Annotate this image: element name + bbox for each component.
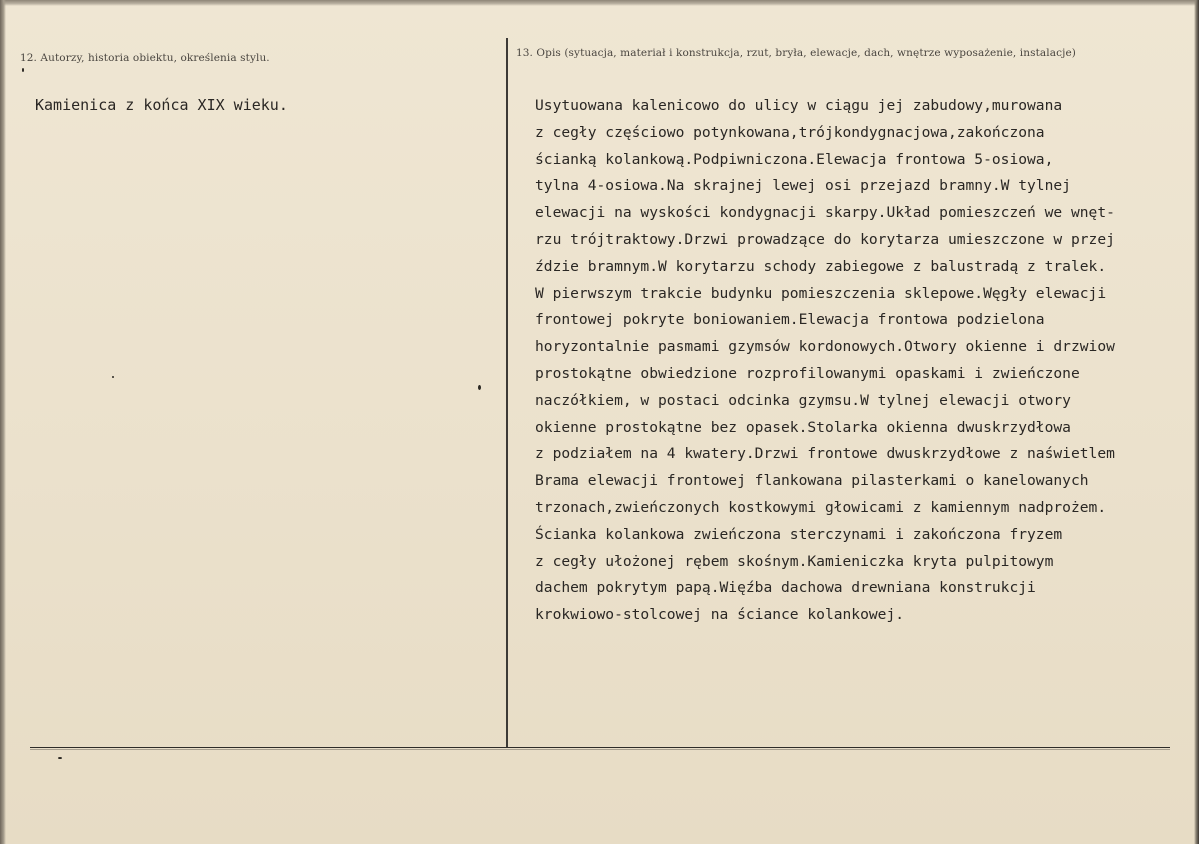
column-divider bbox=[506, 38, 508, 748]
ink-speck bbox=[58, 757, 62, 759]
ink-speck bbox=[478, 385, 481, 390]
scan-edge-left bbox=[0, 0, 6, 844]
description-line: rzu trójtraktowy.Drzwi prowadzące do korytarza umieszczone w przej bbox=[535, 230, 1115, 248]
ink-speck bbox=[22, 68, 24, 72]
description-line: frontowej pokryte boniowaniem.Elewacja frontowa podzielona bbox=[535, 311, 1045, 329]
description-line: okienne prostokątne bez opasek.Stolarka okienna dwuskrzydłowa bbox=[535, 418, 1071, 436]
description-line: tylna 4-osiowa.Na skrajnej lewej osi przejazd bramny.W tylnej bbox=[535, 177, 1071, 195]
description-line: elewacji na wyskości kondygnacji skarpy.Układ pomieszczeń we wnęt- bbox=[535, 204, 1115, 222]
field-12-label: 12. Autorzy, historia obiektu, określenia stylu. bbox=[20, 52, 270, 64]
description-line: prostokątne obwiedzione rozprofilowanymi opaskami i zwieńczone bbox=[535, 364, 1080, 382]
description-line: horyzontalnie pasmami gzymsów kordonowych.Otwory okienne i drzwiow bbox=[535, 338, 1115, 356]
bottom-rule bbox=[30, 747, 1170, 748]
description-line: Ścianka kolankowa zwieńczona sterczynami i zakończona fryzem bbox=[535, 525, 1063, 543]
description-line: z podziałem na 4 kwatery.Drzwi frontowe dwuskrzydłowe z naświetlem bbox=[535, 445, 1115, 463]
description-line: krokwiowo-stolcowej na ściance kolankowej. bbox=[535, 606, 905, 624]
bottom-rule-shadow bbox=[30, 749, 1170, 750]
field-13-description bbox=[535, 93, 1199, 629]
field-13-label: 13. Opis (sytuacja, materiał i konstrukcja, rzut, bryła, elewacje, dach, wnętrze wyposażenie, instalacje) bbox=[516, 47, 1076, 59]
scan-edge-top bbox=[0, 0, 1199, 6]
ink-speck bbox=[112, 376, 114, 378]
description-line: Usytuowana kalenicowo do ulicy w ciągu jej zabudowy,murowana bbox=[535, 97, 1063, 114]
description-line: z cegły ułożonej rębem skośnym.Kamieniczka kryta pulpitowym bbox=[535, 552, 1054, 570]
description-line: ścianką kolankową.Podpiwniczona.Elewacja frontowa 5-osiowa, bbox=[535, 150, 1054, 168]
description-line: W pierwszym trakcie budynku pomieszczenia sklepowe.Węgły elewacji bbox=[535, 284, 1107, 302]
description-line: Brama elewacji frontowej flankowana pilasterkami o kanelowanych bbox=[535, 472, 1089, 490]
description-line: trzonach,zwieńczonych kostkowymi głowicami z kamiennym nadprożem. bbox=[535, 498, 1107, 516]
description-line: dachem pokrytym papą.Więźba dachowa drewniana konstrukcji bbox=[535, 579, 1036, 597]
description-line: z cegły częściowo potynkowana,trójkondygnacjowa,zakończona bbox=[535, 123, 1045, 141]
description-line: ździe bramnym.W korytarzu schody zabiegowe z balustradą z tralek. bbox=[535, 257, 1107, 275]
description-line: naczółkiem, w postaci odcinka gzymsu.W tylnej elewacji otwory bbox=[535, 391, 1071, 409]
field-12-value: Kamienica z końca XIX wieku. bbox=[35, 96, 288, 114]
